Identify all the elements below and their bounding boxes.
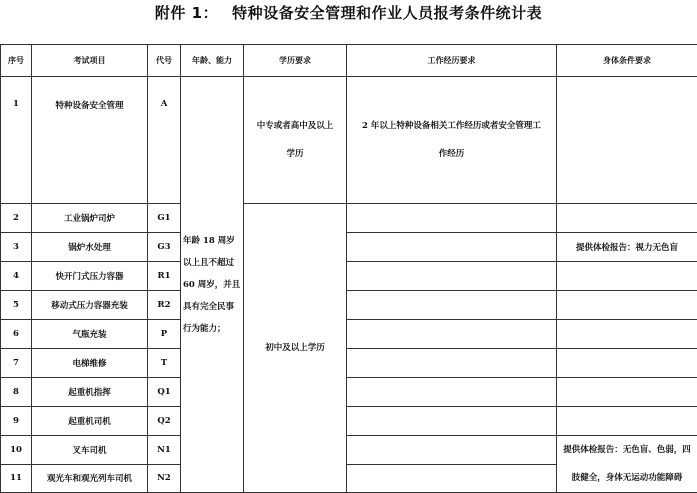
table-row bbox=[1, 378, 697, 407]
experience-cell bbox=[347, 436, 557, 465]
table-row bbox=[1, 407, 697, 436]
physical-line: 肢健全，身体无运动功能障碍 bbox=[559, 464, 695, 492]
table-row bbox=[1, 349, 697, 378]
row-seq: 11 bbox=[1, 464, 32, 493]
physical-cell bbox=[557, 349, 697, 378]
education-line: 中专或者高中及以上 bbox=[246, 112, 344, 140]
row-item: 起重机司机 bbox=[32, 407, 148, 436]
row-code: N2 bbox=[148, 464, 181, 493]
table-row bbox=[1, 233, 697, 262]
row-code: Q2 bbox=[148, 407, 181, 436]
header-education: 学历要求 bbox=[244, 45, 347, 77]
row-item: 快开门式压力容器 bbox=[32, 262, 148, 291]
header-item: 考试项目 bbox=[32, 45, 148, 77]
header-age: 年龄、能力 bbox=[181, 45, 244, 77]
row-seq: 7 bbox=[1, 349, 32, 378]
physical-cell bbox=[557, 378, 697, 407]
row-code: R1 bbox=[148, 262, 181, 291]
physical-cell bbox=[557, 77, 697, 204]
requirements-table bbox=[0, 44, 697, 493]
row-code: N1 bbox=[148, 436, 181, 465]
row-item: 电梯维修 bbox=[32, 349, 148, 378]
education-other-cell: 初中及以上学历 bbox=[244, 204, 347, 493]
physical-g3-cell: 提供体检报告：视力无色盲 bbox=[557, 233, 697, 262]
experience-line: 2 年以上特种设备相关工作经历或者安全管理工 bbox=[349, 112, 554, 140]
table-row bbox=[1, 204, 697, 233]
experience-cell bbox=[347, 262, 557, 291]
page-title bbox=[0, 2, 697, 24]
age-line: 以上且不超过 bbox=[183, 252, 241, 274]
experience-cell bbox=[347, 464, 557, 493]
experience-cell bbox=[347, 320, 557, 349]
header-seq: 序号 bbox=[1, 45, 32, 77]
header-physical: 身体条件要求 bbox=[557, 45, 697, 77]
physical-cell bbox=[557, 204, 697, 233]
physical-line: 提供体检报告：无色盲、色弱，四 bbox=[559, 436, 695, 464]
physical-n-cell bbox=[557, 436, 697, 493]
row-seq: 3 bbox=[1, 233, 32, 262]
row-seq: 6 bbox=[1, 320, 32, 349]
experience-a-cell bbox=[347, 77, 557, 204]
row-item: 观光车和观光列车司机 bbox=[32, 464, 148, 493]
row-item: 气瓶充装 bbox=[32, 320, 148, 349]
row-seq: 10 bbox=[1, 436, 32, 465]
experience-line: 作经历 bbox=[349, 140, 554, 168]
experience-cell bbox=[347, 291, 557, 320]
header-row bbox=[1, 45, 697, 77]
age-line: 具有完全民事 bbox=[183, 296, 241, 318]
row-seq: 4 bbox=[1, 262, 32, 291]
row-item: 起重机指挥 bbox=[32, 378, 148, 407]
education-a-cell bbox=[244, 77, 347, 204]
row-item: 锅炉水处理 bbox=[32, 233, 148, 262]
table-row bbox=[1, 320, 697, 349]
table-row bbox=[1, 291, 697, 320]
row-seq: 2 bbox=[1, 204, 32, 233]
age-line: 行为能力； bbox=[183, 318, 241, 340]
row-code: G1 bbox=[148, 204, 181, 233]
table-row bbox=[1, 436, 697, 465]
physical-cell bbox=[557, 407, 697, 436]
row-code: T bbox=[148, 349, 181, 378]
row-seq: 8 bbox=[1, 378, 32, 407]
physical-cell bbox=[557, 291, 697, 320]
row-item: 工业锅炉司炉 bbox=[32, 204, 148, 233]
row-seq: 1 bbox=[1, 77, 32, 204]
row-code: Q1 bbox=[148, 378, 181, 407]
row-code: P bbox=[148, 320, 181, 349]
experience-cell bbox=[347, 233, 557, 262]
row-code: R2 bbox=[148, 291, 181, 320]
age-requirement-cell bbox=[181, 77, 244, 493]
experience-cell bbox=[347, 349, 557, 378]
experience-cell bbox=[347, 407, 557, 436]
attachment-label: 附件 1： bbox=[155, 4, 218, 22]
row-item: 移动式压力容器充装 bbox=[32, 291, 148, 320]
experience-cell bbox=[347, 204, 557, 233]
row-item: 叉车司机 bbox=[32, 436, 148, 465]
age-line: 年龄 18 周岁 bbox=[183, 230, 241, 252]
row-seq: 9 bbox=[1, 407, 32, 436]
row-item: 特种设备安全管理 bbox=[32, 77, 148, 204]
header-experience: 工作经历要求 bbox=[347, 45, 557, 77]
table-row bbox=[1, 77, 697, 204]
row-code: A bbox=[148, 77, 181, 204]
table-row bbox=[1, 262, 697, 291]
education-line: 学历 bbox=[246, 140, 344, 168]
experience-cell bbox=[347, 378, 557, 407]
age-line: 60 周岁，并且 bbox=[183, 274, 241, 296]
title-text: 特种设备安全管理和作业人员报考条件统计表 bbox=[232, 4, 542, 22]
row-seq: 5 bbox=[1, 291, 32, 320]
header-code: 代号 bbox=[148, 45, 181, 77]
physical-cell bbox=[557, 262, 697, 291]
row-code: G3 bbox=[148, 233, 181, 262]
physical-cell bbox=[557, 320, 697, 349]
